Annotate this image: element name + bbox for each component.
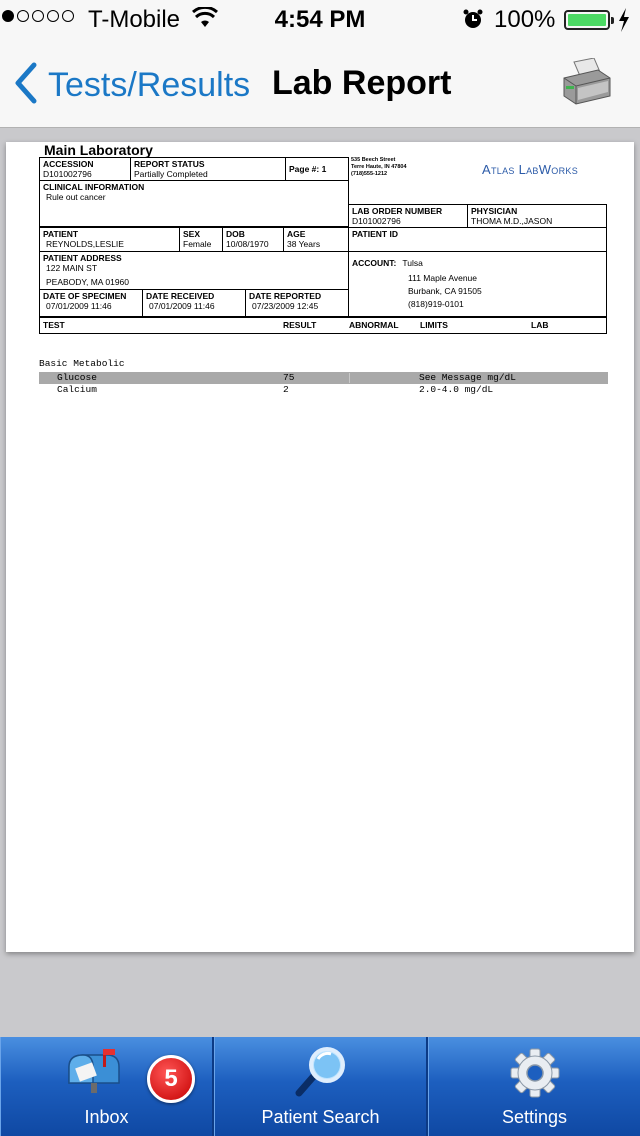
result-value: 75	[283, 372, 295, 383]
column-result: RESULT	[283, 320, 317, 330]
date-received-cell: DATE RECEIVED 07/01/2009 11:46	[142, 289, 246, 317]
gear-icon	[507, 1045, 563, 1106]
lab-report-document	[6, 142, 634, 952]
tab-label: Patient Search	[261, 1107, 380, 1127]
column-limits: LIMITS	[420, 320, 448, 330]
page-number-cell: Page #: 1	[285, 157, 349, 181]
tab-patient-search[interactable]	[214, 1037, 428, 1136]
chevron-left-icon	[14, 62, 38, 109]
test-section-title: Basic Metabolic	[39, 358, 125, 369]
mailbox-icon	[63, 1045, 123, 1098]
age-cell: AGE 38 Years	[283, 227, 349, 252]
back-label: Tests/Results	[48, 66, 251, 104]
magnifier-icon	[291, 1045, 351, 1102]
battery-icon	[564, 10, 610, 30]
clock: 4:54 PM	[274, 6, 366, 33]
physician-cell: PHYSICIAN THOMA M.D.,JASON	[467, 204, 607, 228]
atlas-labworks-logo: Atlas LabWorks	[482, 162, 579, 177]
date-of-specimen-cell: DATE OF SPECIMEN 07/01/2009 11:46	[39, 289, 143, 317]
inbox-badge: 5	[147, 1055, 195, 1103]
printer-icon	[560, 58, 614, 108]
result-limits: 2.0-4.0 mg/dL	[419, 384, 494, 395]
tab-label: Settings	[501, 1107, 568, 1127]
tab-settings[interactable]	[428, 1037, 640, 1136]
tab-bar	[0, 1037, 640, 1136]
result-test-name: Calcium	[57, 384, 97, 395]
navigation-bar	[0, 40, 640, 128]
column-test: TEST	[43, 320, 65, 330]
result-row	[39, 384, 608, 396]
carrier-name: T-Mobile	[88, 6, 181, 33]
dob-cell: DOB 10/08/1970	[222, 227, 284, 252]
status-bar	[0, 0, 640, 40]
tab-label: Inbox	[84, 1107, 129, 1127]
alarm-icon	[462, 8, 484, 37]
sex-cell: SEX Female	[179, 227, 223, 252]
print-button[interactable]	[560, 58, 614, 108]
result-value: 2	[283, 384, 289, 395]
back-button[interactable]	[14, 62, 250, 109]
date-reported-cell: DATE REPORTED 07/23/2009 12:45	[245, 289, 349, 317]
report-status-cell: REPORT STATUS Partially Completed	[130, 157, 286, 181]
tab-inbox[interactable]	[0, 1037, 214, 1136]
account-cell: ACCOUNT: Tulsa 111 Maple Avenue Burbank, CA 91505 (818)919-0101	[348, 251, 607, 317]
column-lab: LAB	[531, 320, 549, 330]
patient-address-cell: PATIENT ADDRESS 122 MAIN ST PEABODY, MA 01960	[39, 251, 349, 290]
lab-address: 535 Beech Street Terre Haute, IN 47804 (718)555-1212	[351, 157, 407, 177]
accession-cell: ACCESSION D101002796	[39, 157, 131, 181]
result-test-name: Glucose	[57, 372, 97, 383]
page-title: Lab Report	[272, 64, 452, 102]
results-column-header	[39, 317, 607, 334]
column-abnormal: ABNORMAL	[349, 320, 399, 330]
patient-name-cell: PATIENT REYNOLDS,LESLIE	[39, 227, 180, 252]
lab-name: Main Laboratory	[44, 142, 153, 158]
result-limits: See Message mg/dL	[419, 372, 516, 383]
lab-order-number-cell: LAB ORDER NUMBER D101002796	[348, 204, 468, 228]
patient-id-cell: PATIENT ID	[348, 227, 607, 252]
battery-percent: 100%	[494, 6, 556, 33]
charging-icon	[618, 8, 630, 39]
result-row	[39, 372, 608, 384]
clinical-information-cell: CLINICAL INFORMATION Rule out cancer	[39, 180, 349, 227]
